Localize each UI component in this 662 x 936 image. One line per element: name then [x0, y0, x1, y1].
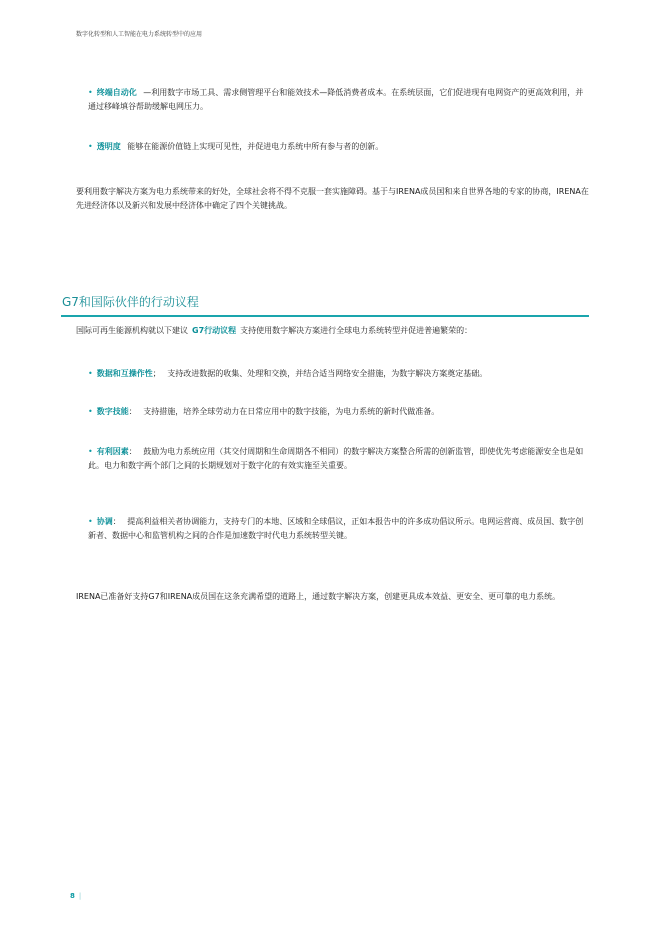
bullet-dot: •	[88, 517, 93, 526]
bullet-text: 支持措施，培养全球劳动力在日常应用中的数字技能，为电力系统的新时代做准备。	[143, 407, 440, 416]
bullet-transparency	[88, 140, 588, 154]
agenda-bullet-coordination	[88, 515, 588, 543]
footer-separator: |	[78, 892, 82, 900]
page-number: 8	[70, 892, 75, 900]
bullet-separator: ：	[112, 517, 121, 526]
section-lead-after: 支持使用数字解决方案进行全球电力系统转型并促进普遍繁荣的：	[240, 326, 473, 335]
section-lead-before: 国际可再生能源机构就以下建议	[76, 326, 188, 335]
bullet-term: 数据和互操作性	[96, 369, 153, 378]
section-lead-highlight: G7行动议程	[192, 326, 237, 335]
agenda-bullet-data-interoperability	[88, 367, 588, 381]
page-footer	[70, 892, 81, 900]
agenda-bullet-digital-skills	[88, 405, 588, 419]
agenda-bullet-enablers	[88, 445, 588, 473]
intro-paragraph: 要利用数字解决方案为电力系统带来的好处，全球社会将不得不克服一套实施障碍。基于与IRENA成员国和来自世界各地的专家的协商，IRENA在先进经济体以及新兴和发展中经济体中确定了四个关键挑战。	[76, 187, 589, 210]
bullet-dot: •	[88, 407, 93, 416]
running-header: 数字化转型和人工智能在电力系统转型中的应用	[76, 31, 203, 38]
bullet-term: 协调	[96, 517, 113, 526]
bullet-dot: •	[88, 369, 93, 378]
bullet-term: 数字技能	[96, 407, 129, 416]
bullet-term: 有利因素	[96, 447, 129, 456]
bullet-text: 鼓励为电力系统应用（其交付周期和生命周期各不相同）的数字解决方案整合所需的创新监管，即使优先考虑能源安全也是如此。电力和数字两个部门之间的长期规划对于数字化的有效实施至关重要。	[88, 447, 584, 470]
bullet-text: 能够在能源价值链上实现可见性，并促进电力系统中所有参与者的创新。	[127, 142, 384, 151]
bullet-term: 终端自动化	[96, 88, 137, 97]
bullet-text: 支持改进数据的收集、处理和交换，并结合适当网络安全措施，为数字解决方案奠定基础。	[167, 369, 488, 378]
bullet-text: —利用数字市场工具、需求侧管理平台和能效技术—降低消费者成本。在系统层面，它们促进现有电网资产的更高效利用，并通过移峰填谷帮助缓解电网压力。	[88, 88, 584, 111]
section-lead	[76, 324, 592, 338]
bullet-separator: ；	[152, 369, 161, 378]
bullet-dot: •	[88, 88, 93, 97]
bullet-end-use-automation	[88, 86, 588, 114]
bullet-text: 提高利益相关者协调能力，支持专门的本地、区域和全球倡议，正如本报告中的许多成功倡议所示。电网运营商、成员国、数字创新者、数据中心和监管机构之间的合作是加速数字时代电力系统转型关键。	[88, 517, 584, 540]
section-title: G7和国际伙伴的行动议程	[62, 295, 199, 309]
bullet-dot: •	[88, 142, 93, 151]
bullet-separator: ：	[128, 447, 137, 456]
closing-paragraph: IRENA已准备好支持G7和IRENA成员国在这条充满希望的道路上，通过数字解决方案，创建更具成本效益、更安全、更可靠的电力系统。	[76, 592, 561, 601]
bullet-dot: •	[88, 447, 93, 456]
bullet-separator: ：	[128, 407, 137, 416]
bullet-term: 透明度	[96, 142, 121, 151]
section-divider	[61, 315, 589, 317]
